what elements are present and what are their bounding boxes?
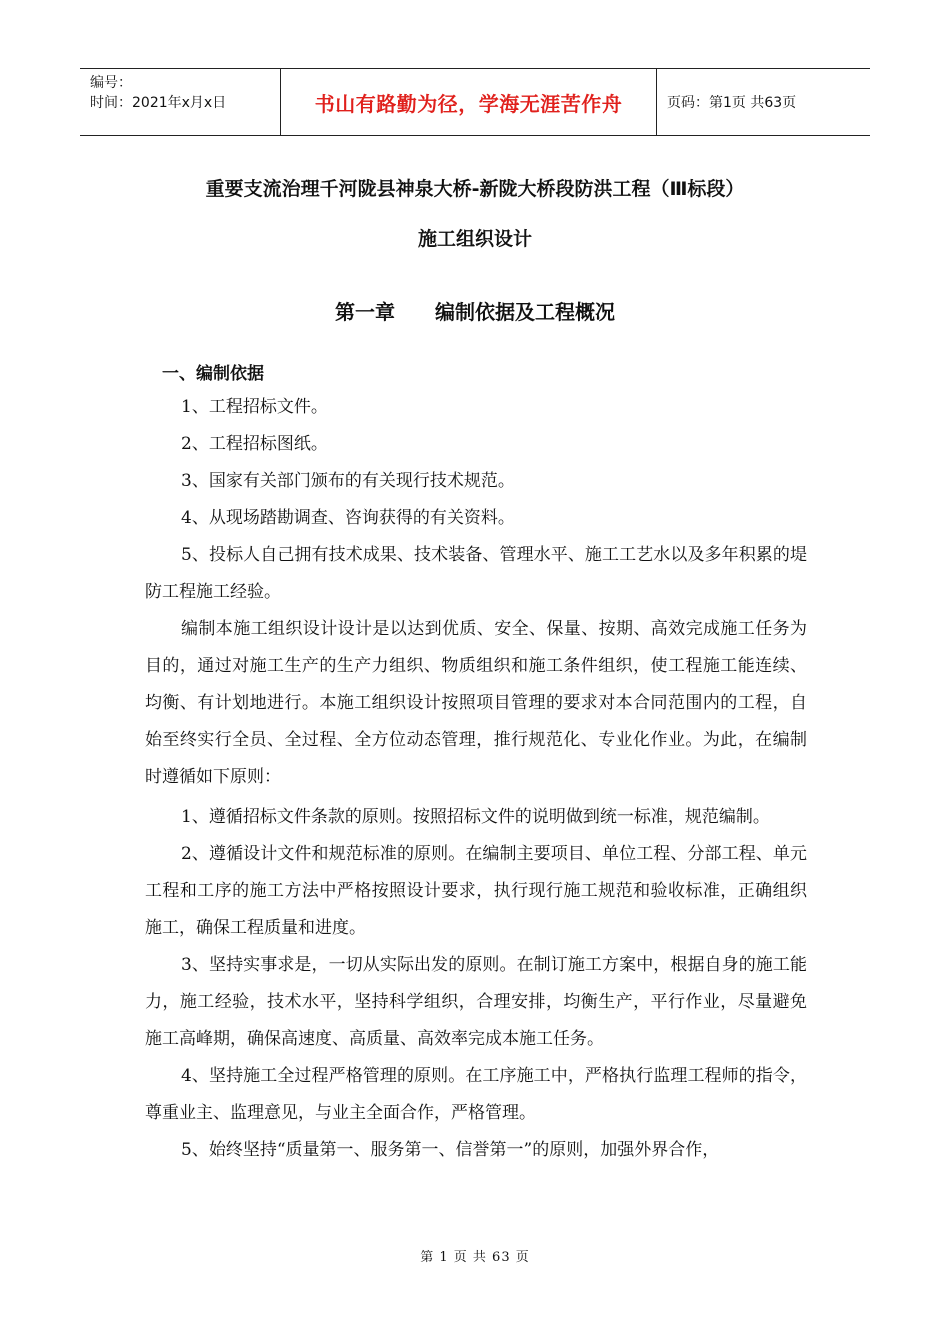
chapter-title: 编制依据及工程概况 bbox=[435, 300, 615, 324]
paragraph: 编制本施工组织设计设计是以达到优质、安全、保量、按期、高效完成施工任务为目的，通过对施工生产的生产力组织、物质组织和施工条件组织，使工程施工能连续、均衡、有计划地进行。本施工组织设计按照项目管理的要求对本合同范围内的工程，自始至终实行全员、全过程、全方位动态管理，推行规范化、专业化作业。为此，在编制时遵循如下原则： bbox=[145, 619, 807, 787]
paragraph: 1、工程招标文件。 bbox=[181, 397, 328, 417]
page-footer: 第 1 页 共 63 页 bbox=[420, 1250, 530, 1265]
paragraph: 3、国家有关部门颁布的有关现行技术规范。 bbox=[181, 471, 515, 491]
body-text-block-1 bbox=[145, 389, 807, 796]
chapter-number: 第一章 bbox=[335, 300, 395, 324]
paragraph: 4、坚持施工全过程严格管理的原则。在工序施工中，严格执行监理工程师的指令，尊重业主、监理意见，与业主全面合作，严格管理。 bbox=[145, 1066, 807, 1123]
header-meta bbox=[80, 69, 281, 135]
number-label: 编号： bbox=[90, 75, 132, 91]
paragraph: 2、工程招标图纸。 bbox=[181, 434, 328, 454]
header-motto: 书山有路勤为径，学海无涯苦作舟 bbox=[281, 69, 657, 135]
paragraph: 5、投标人自己拥有技术成果、技术装备、管理水平、施工工艺水以及多年积累的堤防工程施工经验。 bbox=[145, 545, 807, 602]
document-subtitle: 施工组织设计 bbox=[417, 228, 532, 250]
paragraph: 1、遵循招标文件条款的原则。按照招标文件的说明做到统一标准，规范编制。 bbox=[181, 807, 770, 827]
body-text-block-2 bbox=[145, 799, 807, 1169]
chapter-heading bbox=[0, 296, 950, 325]
paragraph: 4、从现场踏勘调查、咨询获得的有关资料。 bbox=[181, 508, 515, 528]
page-header bbox=[80, 68, 870, 136]
time-label: 时间：2021年x月x日 bbox=[90, 95, 227, 111]
header-page-info: 页码：第1页 共63页 bbox=[667, 95, 797, 111]
paragraph: 2、遵循设计文件和规范标准的原则。在编制主要项目、单位工程、分部工程、单元工程和工序的施工方法中严格按照设计要求，执行现行施工规范和验收标准，正确组织施工，确保工程质量和进度。 bbox=[145, 844, 807, 938]
section-heading: 一、编制依据 bbox=[162, 364, 264, 384]
document-title: 重要支流治理千河陇县神泉大桥-新陇大桥段防洪工程（Ⅲ标段） bbox=[205, 178, 745, 200]
paragraph: 3、坚持实事求是，一切从实际出发的原则。在制订施工方案中，根据自身的施工能力，施工经验，技术水平，坚持科学组织，合理安排，均衡生产，平行作业，尽量避免施工高峰期，确保高速度、高质量、高效率完成本施工任务。 bbox=[145, 955, 807, 1049]
paragraph: 5、始终坚持“质量第一、服务第一、信誉第一”的原则，加强外界合作， bbox=[181, 1140, 720, 1160]
